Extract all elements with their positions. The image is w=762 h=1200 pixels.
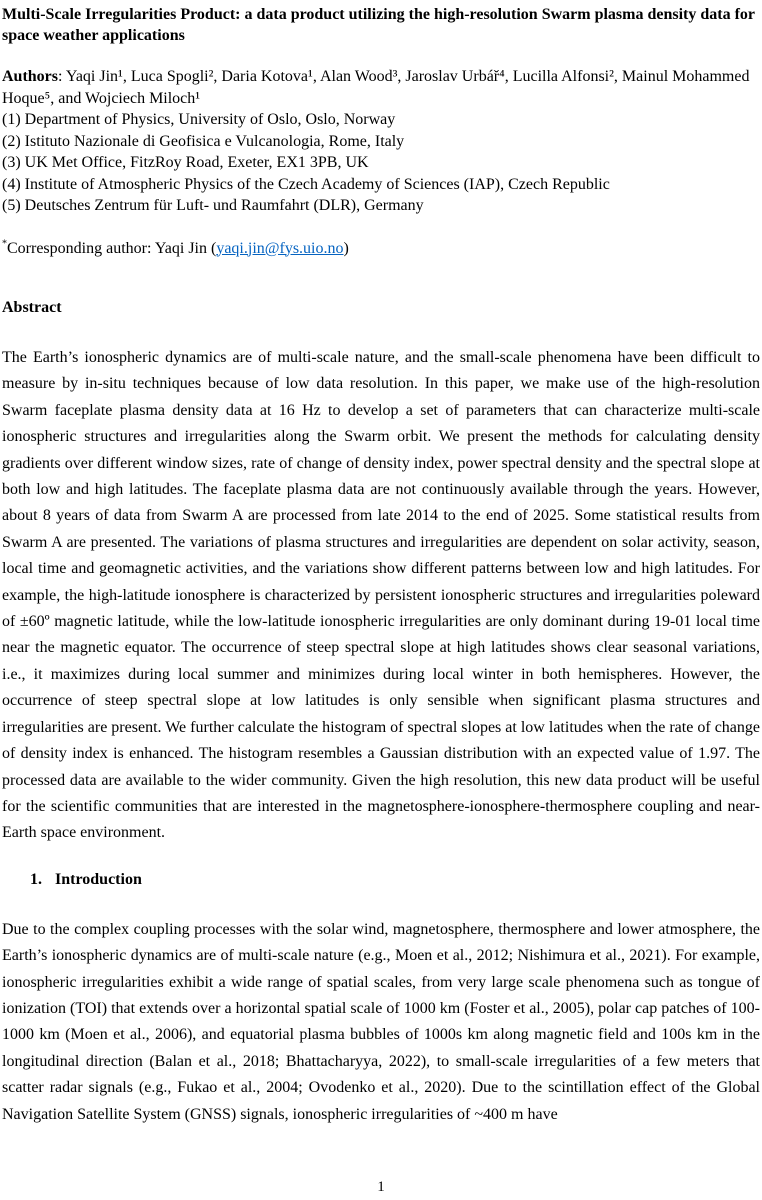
affiliation-line: (3) UK Met Office, FitzRoy Road, Exeter, EX1 3PB, UK: [2, 154, 369, 171]
authors-names: : Yaqi Jin¹, Luca Spogli², Daria Kotova¹, Alan Wood³, Jaroslav Urbář⁴, Lucilla Alfonsi², Mainul Mohammed Hoque⁵, and Wojciech Miloch¹: [2, 68, 750, 107]
affiliation-line: (1) Department of Physics, University of Oslo, Oslo, Norway: [2, 111, 396, 128]
section-title: Introduction: [55, 870, 142, 888]
corresponding-prefix: Corresponding author: Yaqi Jin (: [7, 239, 217, 257]
corresponding-asterisk: *: [2, 238, 7, 250]
abstract-heading: Abstract: [2, 299, 62, 316]
corresponding-suffix: ): [343, 239, 349, 257]
affiliations-list: [2, 109, 760, 217]
authors-line: [2, 66, 760, 109]
affiliation-line: (5) Deutsches Zentrum für Luft- und Raumfahrt (DLR), Germany: [2, 197, 424, 214]
section-number: 1.: [30, 870, 42, 888]
affiliation-line: (4) Institute of Atmospheric Physics of the Czech Academy of Sciences (IAP), Czech Republic: [2, 175, 610, 193]
abstract-paragraph: The Earth’s ionospheric dynamics are of multi-scale nature, and the small-scale phenomena have been difficult to measure by in-situ techniques because of low data resolution. In this paper, we make use of the high-resolution Swarm faceplate plasma density data at 16 Hz to develop a set of parameters that can characterize multi-scale ionospheric structures and irregularities along the Swarm orbit. We present the methods for calculating density gradients over different window sizes, rate of change of density index, power spectral density and the spectral slope at both low and high latitudes. The faceplate plasma data are not continuously available through the years. However, about 8 years of data from Swarm A are processed from late 2014 to the end of 2025. Some statistical results from Swarm A are presented. The variations of plasma structures and irregularities are dependent on solar activity, season, local time and geomagnetic activities, and the variations show different patterns between low and high latitudes. For example, the high-latitude ionosphere is characterized by persistent ionospheric structures and irregularities poleward of ±60º magnetic latitude, while the low-latitude ionospheric irregularities are only dominant during 19-01 local time near the magnetic equator. The occurrence of steep spectral slope at high latitudes shows clear seasonal variations, i.e., it maximizes during local summer and minimizes during local winter in both hemispheres. However, the occurrence of steep spectral slope at low latitudes is only sensible when significant plasma structures and irregularities are present. We further calculate the histogram of spectral slopes at low latitudes when the rate of change of density index is enhanced. The histogram resembles a Gaussian distribution with an expected value of 1.97. The processed data are available to the wider community. Given the high resolution, this new data product will be useful for the scientific communities that are interested in the magnetosphere-ionosphere-thermosphere coupling and near-Earth space environment.: [2, 349, 760, 842]
affiliation-line: (2) Istituto Nazionale di Geofisica e Vulcanologia, Rome, Italy: [2, 132, 405, 150]
paper-title: Multi-Scale Irregularities Product: a data product utilizing the high-resolution Swarm plasma density data for space weather applications: [2, 6, 755, 44]
page-number: 1: [377, 1179, 385, 1195]
email-link[interactable]: yaqi.jin@fys.uio.no: [216, 239, 344, 257]
introduction-paragraph: Due to the complex coupling processes with the solar wind, magnetosphere, thermosphere and lower atmosphere, the Earth’s ionospheric dynamics are of multi-scale nature (e.g., Moen et al., 2012; Nishimura et al., 2021). For example, ionospheric irregularities exhibit a wide range of spatial scales, from very large scale phenomena such as tongue of ionization (TOI) that extends over a horizontal spatial scale of 1000 km (Foster et al., 2005), polar cap patches of 100-1000 km (Moen et al., 2006), and equatorial plasma bubbles of 1000s km along magnetic field and 100s km in the longitudinal direction (Balan et al., 2018; Bhattacharyya, 2022), to small-scale irregularities of a few meters that scatter radar signals (e.g., Fukao et al., 2004; Ovodenko et al., 2020). Due to the scintillation effect of the Global Navigation Satellite System (GNSS) signals, ionospheric irregularities of ~400 m have: [2, 920, 760, 1123]
authors-label: Authors: [2, 68, 59, 85]
corresponding-author-line: [2, 238, 760, 260]
section-heading-introduction: [30, 869, 760, 891]
